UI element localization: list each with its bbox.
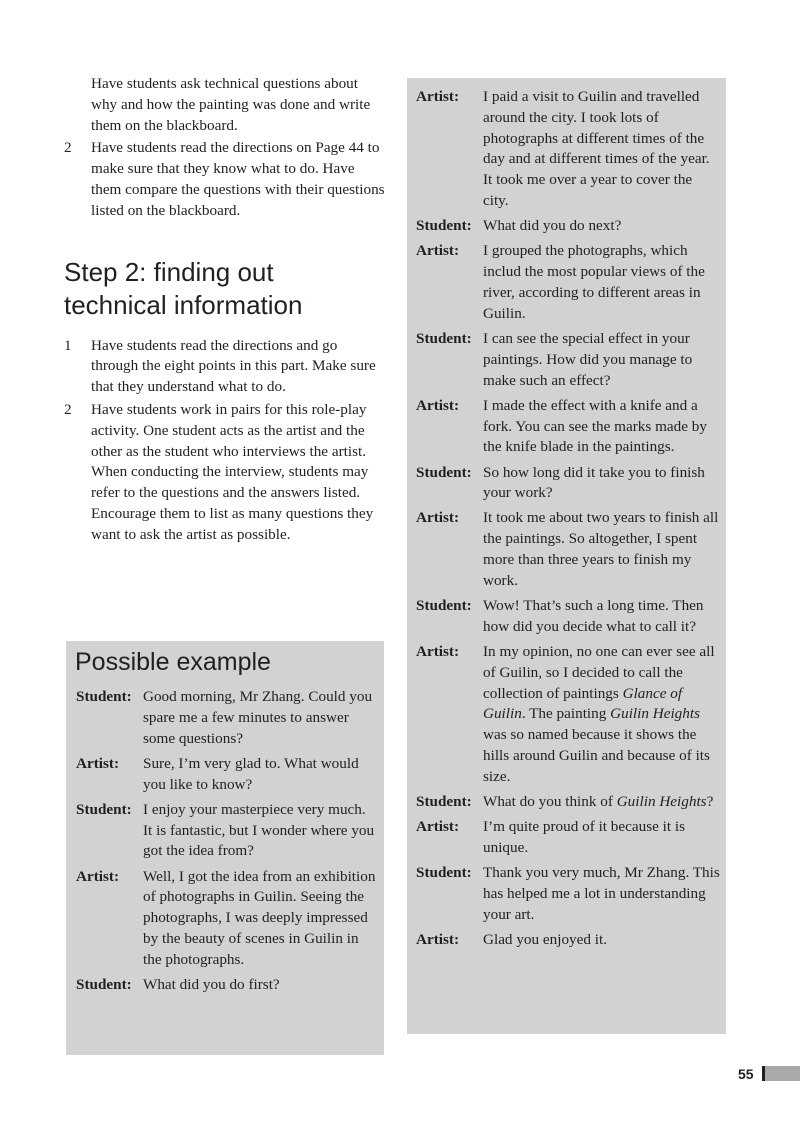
item-number: 1	[64, 336, 72, 354]
step2-heading-line1: Step 2: finding out	[64, 256, 274, 287]
speech-text: I made the effect with a knife and a fork. You can see the marks made by the knife blade in the paintings.	[483, 396, 707, 456]
speech-text: I’m quite proud of it because it is unique.	[483, 818, 686, 856]
dialogue-line	[416, 792, 720, 813]
speaker-label: Artist:	[76, 867, 120, 885]
speaker-label: Artist:	[416, 88, 460, 105]
speech-text: I can see the special effect in your paintings. How did you manage to make such an effect?	[483, 329, 693, 389]
page-number: 55	[738, 1066, 754, 1082]
item-number: 2	[64, 400, 72, 418]
speech-text: Well, I got the idea from an exhibition of photographs in Guilin. Seeing the photographs, I was deeply impressed by the beauty of scenes in Guilin in the photographs.	[143, 867, 376, 968]
speaker-label: Student:	[416, 217, 472, 235]
speech-segment: What do you think of	[483, 793, 617, 811]
dialogue-line	[416, 241, 720, 324]
artwork-title: Guilin Heights	[616, 793, 707, 811]
page-tab-bar	[762, 1066, 800, 1081]
item-number: 2	[64, 139, 72, 157]
speaker-label: Student:	[416, 864, 472, 882]
dialogue-line	[76, 975, 378, 996]
speech-text: What did you do first?	[143, 975, 280, 993]
speaker-label: Student:	[76, 688, 132, 705]
step2-item2	[64, 400, 386, 546]
speech-text: Wow! That’s such a long time. Then how did you decide what to call it?	[483, 597, 704, 635]
dialogue-line	[76, 687, 378, 749]
speech-text: I paid a visit to Guilin and travelled around the city. I took lots of photographs at different times of the day and at different times of the year. It took me over a year to cover the city.	[483, 88, 710, 209]
possible-example-box	[66, 641, 384, 1055]
item-text: Have students read the directions and go through the eight points in this part. Make sure that they understand what to do.	[91, 336, 376, 396]
step1-item2	[64, 138, 386, 221]
step2-heading-line2: technical information	[64, 289, 303, 320]
speaker-label: Student:	[416, 329, 472, 347]
left-column	[64, 74, 386, 548]
speaker-label: Artist:	[416, 509, 460, 527]
speech-text	[483, 792, 720, 813]
step1-item1-text: Have students ask technical questions about why and how the painting was done and write them on the blackboard.	[91, 75, 371, 134]
dialogue-line	[416, 642, 720, 788]
possible-example-title: Possible example	[75, 648, 271, 676]
speech-segment: ?	[706, 793, 714, 811]
dialogue-line	[416, 463, 720, 505]
item-text: Have students work in pairs for this role-play activity. One student acts as the artist and the other as the student who interviews the artist. When conducting the interview, students may refer to the questions and the answers listed. Encourage them to list as many questions they want to ask the artist as possible.	[91, 400, 374, 543]
dialogue-line	[416, 817, 720, 859]
dialogue-line	[76, 754, 378, 796]
speech-text: Glad you enjoyed it.	[483, 930, 608, 948]
dialogue-line	[416, 596, 720, 638]
speaker-label: Artist:	[416, 242, 460, 260]
page-tab-marker	[762, 1066, 765, 1081]
speaker-label: Artist:	[416, 396, 460, 414]
step2-item1	[64, 336, 386, 398]
dialogue-line	[416, 396, 720, 458]
dialogue-line	[416, 87, 720, 212]
speaker-label: Student:	[76, 800, 132, 818]
dialogue-line	[416, 863, 720, 925]
speaker-label: Student:	[76, 975, 132, 993]
dialogue-line	[416, 216, 720, 237]
dialogue-continuation-box	[407, 78, 726, 1034]
speaker-label: Student:	[416, 463, 472, 481]
dialogue-line	[76, 867, 378, 971]
dialogue-line	[416, 930, 720, 951]
speaker-label: Artist:	[416, 930, 460, 948]
speech-text: I grouped the photographs, which includ the most popular views of the river, according to different areas in Guilin.	[483, 242, 705, 322]
speaker-label: Student:	[416, 793, 472, 811]
speech-text	[483, 642, 720, 788]
speech-text: Sure, I’m very glad to. What would you like to know?	[143, 754, 359, 793]
speaker-label: Artist:	[416, 818, 460, 836]
dialogue-line	[416, 329, 720, 391]
example-dialogue	[66, 687, 384, 996]
continued-dialogue	[407, 78, 726, 951]
step2-heading	[64, 256, 386, 322]
speaker-label: Artist:	[76, 754, 120, 772]
speech-text: I enjoy your masterpiece very much. It is fantastic, but I wonder where you got the idea from?	[143, 800, 375, 860]
speech-segment: was so named because it shows the hills around Guilin and because of its size.	[483, 726, 710, 785]
speech-text: So how long did it take you to finish your work?	[483, 463, 705, 502]
artwork-title: Glance of Guilin	[483, 684, 683, 723]
speech-text: It took me about two years to finish all the paintings. So altogether, I spent more than three years to finish my work.	[483, 509, 719, 589]
speech-segment: . The painting	[521, 705, 611, 723]
dialogue-line	[76, 800, 378, 862]
speech-text: Good morning, Mr Zhang. Could you spare me a few minutes to answer some questions?	[143, 688, 373, 747]
dialogue-line	[416, 508, 720, 591]
artwork-title: Guilin Heights	[610, 705, 700, 723]
item-text: Have students read the directions on Page 44 to make sure that they know what to do. Have them compare the questions with their questions listed on the blackboard.	[91, 139, 385, 219]
speaker-label: Artist:	[416, 643, 460, 661]
speech-text: Thank you very much, Mr Zhang. This has helped me a lot in understanding your art.	[483, 864, 720, 923]
speech-text: What did you do next?	[483, 217, 622, 235]
speech-segment: In my opinion, no one can ever see all of Guilin, so I decided to call the collection of paintings	[483, 643, 715, 702]
step1-item1-continuation	[64, 74, 386, 136]
speaker-label: Student:	[416, 597, 472, 615]
